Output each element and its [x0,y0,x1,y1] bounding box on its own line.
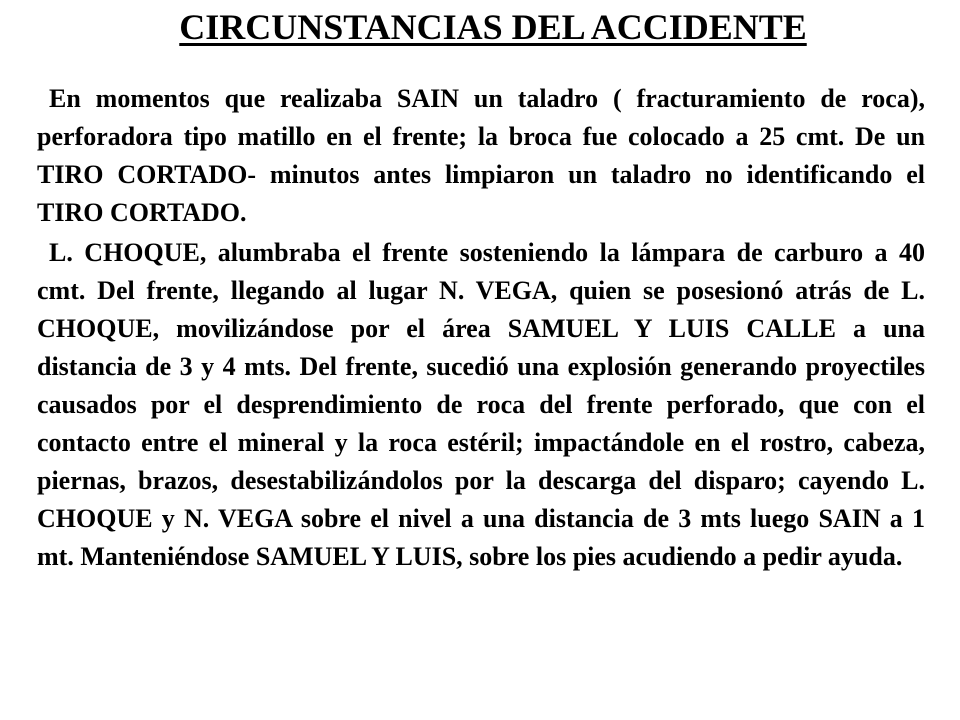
document-body [37,80,925,576]
document-title: CIRCUNSTANCIAS DEL ACCIDENTE [179,7,807,47]
paragraph-1: En momentos que realizaba SAIN un taladro ( fracturamiento de roca), perforadora tipo matillo en el frente; la broca fue colocado a 25 cmt. De un TIRO CORTADO- minutos antes limpiaron un taladro no identificando el TIRO CORTADO. [37,84,925,227]
paragraph-2: L. CHOQUE, alumbraba el frente sosteniendo la lámpara de carburo a 40 cmt. Del frente, llegando al lugar N. VEGA, quien se posesionó atrás de L. CHOQUE, movilizándose por el área SAMUEL Y LUIS CALLE a una distancia de 3 y 4 mts. Del frente, sucedió una explosión generando proyectiles causados por el desprendimiento de roca del frente perforado, que con el contacto entre el mineral y la roca estéril; impactándole en el rostro, cabeza, piernas, brazos, desestabilizándolos por la descarga del disparo; cayendo L. CHOQUE y N. VEGA sobre el nivel a una distancia de 3 mts luego SAIN a 1 mt. Manteniéndose SAMUEL Y LUIS, sobre los pies acudiendo a pedir ayuda. [37,238,925,571]
